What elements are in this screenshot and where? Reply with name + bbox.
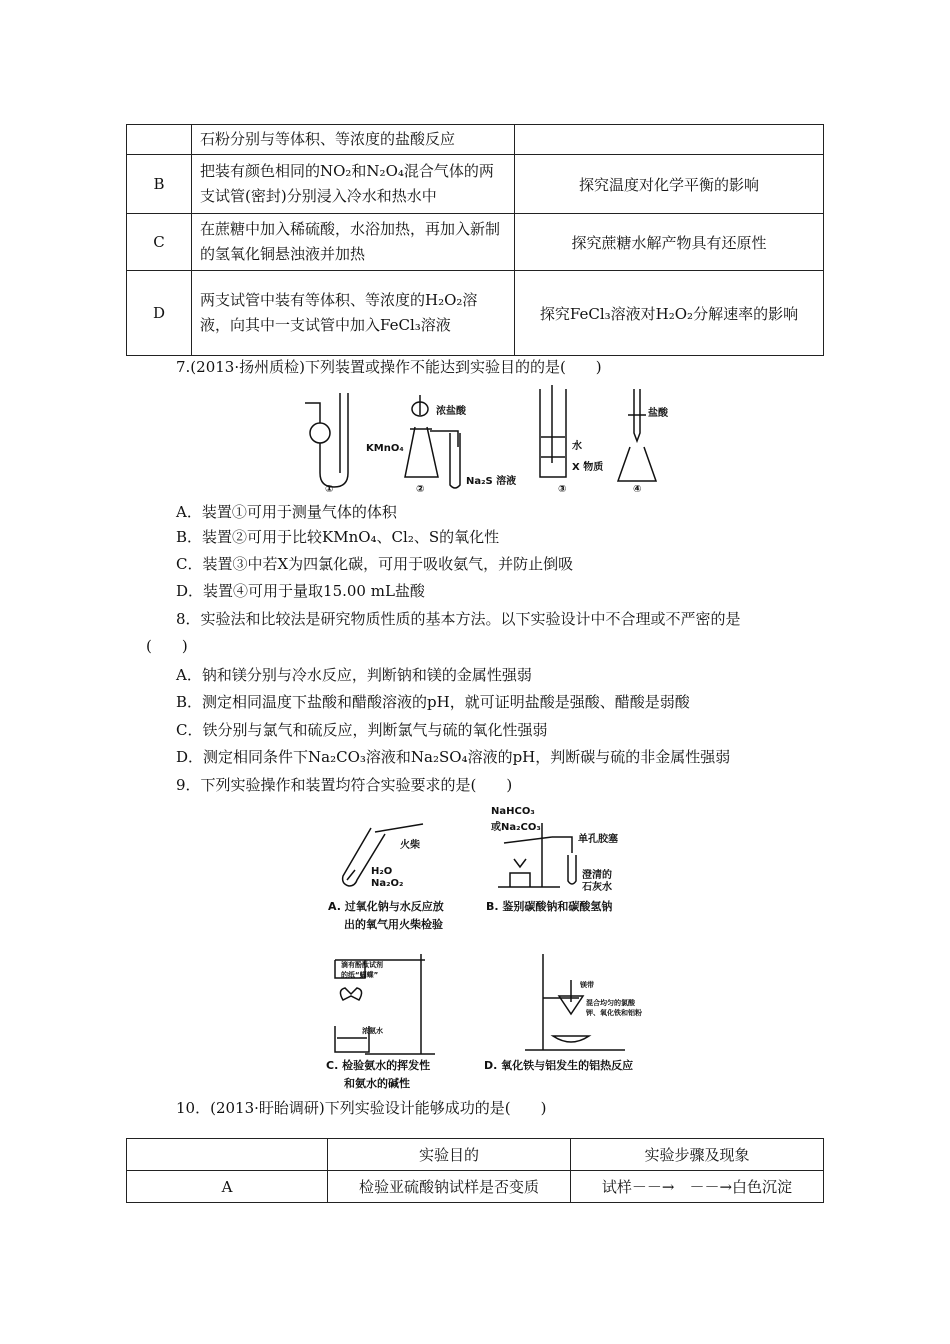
q8-stem-paren: ( ) [146, 637, 188, 655]
row-purpose: 探究FeCl₃溶液对H₂O₂分解速率的影响 [515, 271, 824, 356]
row-steps: 试样－－→ －－→白色沉淀 [571, 1171, 824, 1203]
row-label: B [127, 155, 192, 214]
q7-label-n2: ② [416, 484, 425, 495]
row-label: A [127, 1171, 328, 1203]
q8-stem: 8．实验法和比较法是研究物质性质的基本方法。以下实验设计中不合理或不严密的是 [176, 610, 741, 628]
q7-label-na2s: Na₂S 溶液 [466, 476, 517, 487]
row-label: D [127, 271, 192, 356]
table-q10 [126, 1138, 824, 1203]
q9-b-lime1: 澄清的 [582, 870, 612, 881]
table-row [127, 125, 824, 155]
q7-label-conc-hcl: 浓盐酸 [436, 406, 466, 417]
q9-b-lime2: 石灰水 [582, 882, 612, 893]
q10-stem: 10．(2013·盱眙调研)下列实验设计能够成功的是( ) [176, 1099, 547, 1117]
q9-a-caption-2: 出的氧气用火柴检验 [344, 918, 443, 931]
table-row [127, 214, 824, 271]
q9-a-match: 火柴 [400, 840, 420, 851]
q7-label-n3: ③ [558, 484, 567, 495]
header-purpose: 实验目的 [328, 1139, 571, 1171]
table-header-row [127, 1139, 824, 1171]
q8-option-c: C．铁分别与氯气和硫反应，判断氯气与硫的氧化性强弱 [176, 721, 548, 739]
row-purpose: 探究蔗糖水解产物具有还原性 [515, 214, 824, 271]
q7-label-n4: ④ [633, 484, 642, 495]
q9-d-mix1: 混合均匀的氯酸 [586, 999, 635, 1007]
q7-label-water: 水 [572, 441, 582, 452]
q9-b-stopper: 单孔胶塞 [578, 834, 618, 845]
q7-option-a: A．装置①可用于测量气体的体积 [176, 503, 397, 521]
header-blank [127, 1139, 328, 1171]
table-row [127, 271, 824, 356]
row-operation: 石粉分别与等体积、等浓度的盐酸反应 [192, 125, 515, 155]
table-top [126, 124, 824, 356]
q9-c-paper1: 滴有酚酞试剂 [341, 961, 383, 969]
q7-stem: 7.(2013·扬州质检)下列装置或操作不能达到实验目的的是( ) [176, 358, 602, 376]
q9-a-caption-1: A. 过氧化钠与水反应放 [328, 900, 444, 913]
q9-a-na2o2: Na₂O₂ [371, 878, 404, 889]
row-operation: 在蔗糖中加入稀硫酸，水浴加热，再加入新制的氢氧化铜悬浊液并加热 [192, 214, 515, 271]
row-operation: 两支试管中装有等体积、等浓度的H₂O₂溶液，向其中一支试管中加入FeCl₃溶液 [192, 271, 515, 356]
q9-c-ammonia: 浓氨水 [362, 1027, 383, 1035]
q8-option-b: B．测定相同温度下盐酸和醋酸溶液的pH，就可证明盐酸是强酸、醋酸是弱酸 [176, 693, 690, 711]
row-purpose: 探究温度对化学平衡的影响 [515, 155, 824, 214]
row-operation: 把装有颜色相同的NO₂和N₂O₄混合气体的两支试管(密封)分别浸入冷水和热水中 [192, 155, 515, 214]
row-label [127, 125, 192, 155]
q9-b-salt1: NaHCO₃ [491, 806, 535, 817]
row-purpose [515, 125, 824, 155]
table-row [127, 1171, 824, 1203]
table-row [127, 155, 824, 214]
q9-b-caption-1: B. 鉴别碳酸钠和碳酸氢钠 [486, 900, 613, 913]
q9-a-h2o: H₂O [371, 866, 393, 877]
q7-option-b: B．装置②可用于比较KMnO₄、Cl₂、S的氧化性 [176, 528, 500, 546]
q9-c-paper2: 的纸“蝴蝶” [341, 971, 379, 979]
q7-label-hcl: 盐酸 [648, 408, 668, 419]
q7-label-x: X 物质 [572, 462, 604, 473]
q7-label-n1: ① [325, 484, 334, 495]
q9-c-caption-1: C. 检验氨水的挥发性 [326, 1059, 431, 1072]
q7-option-d: D．装置④可用于量取15.00 mL盐酸 [176, 582, 425, 600]
row-label: C [127, 214, 192, 271]
q7-option-c: C．装置③中若X为四氯化碳，可用于吸收氨气，并防止倒吸 [176, 555, 574, 573]
q9-d-mg: 镁带 [580, 981, 594, 989]
q9-stem: 9．下列实验操作和装置均符合实验要求的是( ) [176, 776, 513, 794]
q9-c-caption-2: 和氨水的碱性 [344, 1077, 410, 1090]
q8-option-d: D．测定相同条件下Na₂CO₃溶液和Na₂SO₄溶液的pH，判断碳与硫的非金属性强弱 [176, 748, 731, 766]
row-purpose: 检验亚硫酸钠试样是否变质 [328, 1171, 571, 1203]
q7-label-kmno4: KMnO₄ [366, 443, 404, 454]
q9-d-caption-1: D. 氧化铁与铝发生的铝热反应 [484, 1059, 634, 1072]
q9-b-salt2: 或Na₂CO₃ [491, 822, 541, 833]
header-steps: 实验步骤及现象 [571, 1139, 824, 1171]
q9-d-mix2: 钾、氧化铁和铝粉 [586, 1009, 642, 1017]
q8-option-a: A．钠和镁分别与冷水反应，判断钠和镁的金属性强弱 [176, 666, 532, 684]
